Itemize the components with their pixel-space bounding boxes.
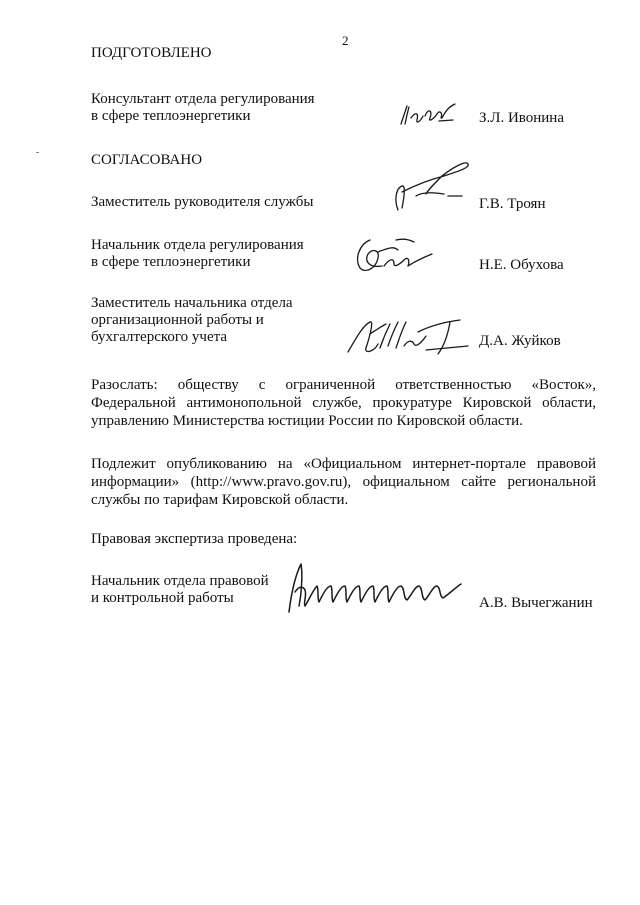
signer-4-position-line-1: Заместитель начальника отдела: [91, 295, 293, 311]
agreed-heading: СОГЛАСОВАНО: [91, 152, 203, 168]
signer-4-name: Д.А. Жуйков: [479, 333, 561, 349]
page-number: 2: [342, 33, 349, 48]
distribution-text: Разослать: обществу с ограниченной ответственностью «Восток», Федеральной антимонопольной службе, прокуратуре Кировской области, управлению Министерства юстиции России по Кировской области.: [91, 377, 596, 429]
prepared-heading: ПОДГОТОВЛЕНО: [91, 45, 212, 61]
signer-3-position-line-1: Начальник отдела регулирования: [91, 237, 304, 253]
signature-obukhova: [348, 228, 454, 278]
margin-mark: [36, 152, 39, 153]
signature-troyan: [388, 158, 478, 220]
legal-review-text: Правовая экспертиза проведена:: [91, 531, 298, 547]
signature-vychegzhanin: [283, 556, 471, 618]
signer-2-position-line-1: Заместитель руководителя службы: [91, 194, 314, 210]
legal-review-name: А.В. Вычегжанин: [479, 595, 593, 611]
signer-3-name: Н.Е. Обухова: [479, 257, 564, 273]
signer-4-position-line-2: организационной работы и: [91, 312, 264, 328]
signer-1-position-line-2: в сфере теплоэнергетики: [91, 108, 251, 124]
signature-zhuykov: [340, 312, 475, 362]
signer-3-position-line-2: в сфере теплоэнергетики: [91, 254, 251, 270]
signer-4-position-line-3: бухгалтерского учета: [91, 329, 228, 345]
signer-2-name: Г.В. Троян: [479, 196, 546, 212]
signature-ivonina: [395, 98, 465, 130]
publication-text: Подлежит опубликованию на «Официальном интернет-портале правовой информации» (http://www.pravo.gov.ru), официальном сайте региональной службы по тарифам Кировской области.: [91, 456, 596, 508]
signer-1-position-line-1: Консультант отдела регулирования: [91, 91, 315, 107]
legal-review-position-line-1: Начальник отдела правовой: [91, 573, 269, 589]
legal-review-position-line-2: и контрольной работы: [91, 590, 234, 606]
signer-1-name: З.Л. Ивонина: [479, 110, 564, 126]
